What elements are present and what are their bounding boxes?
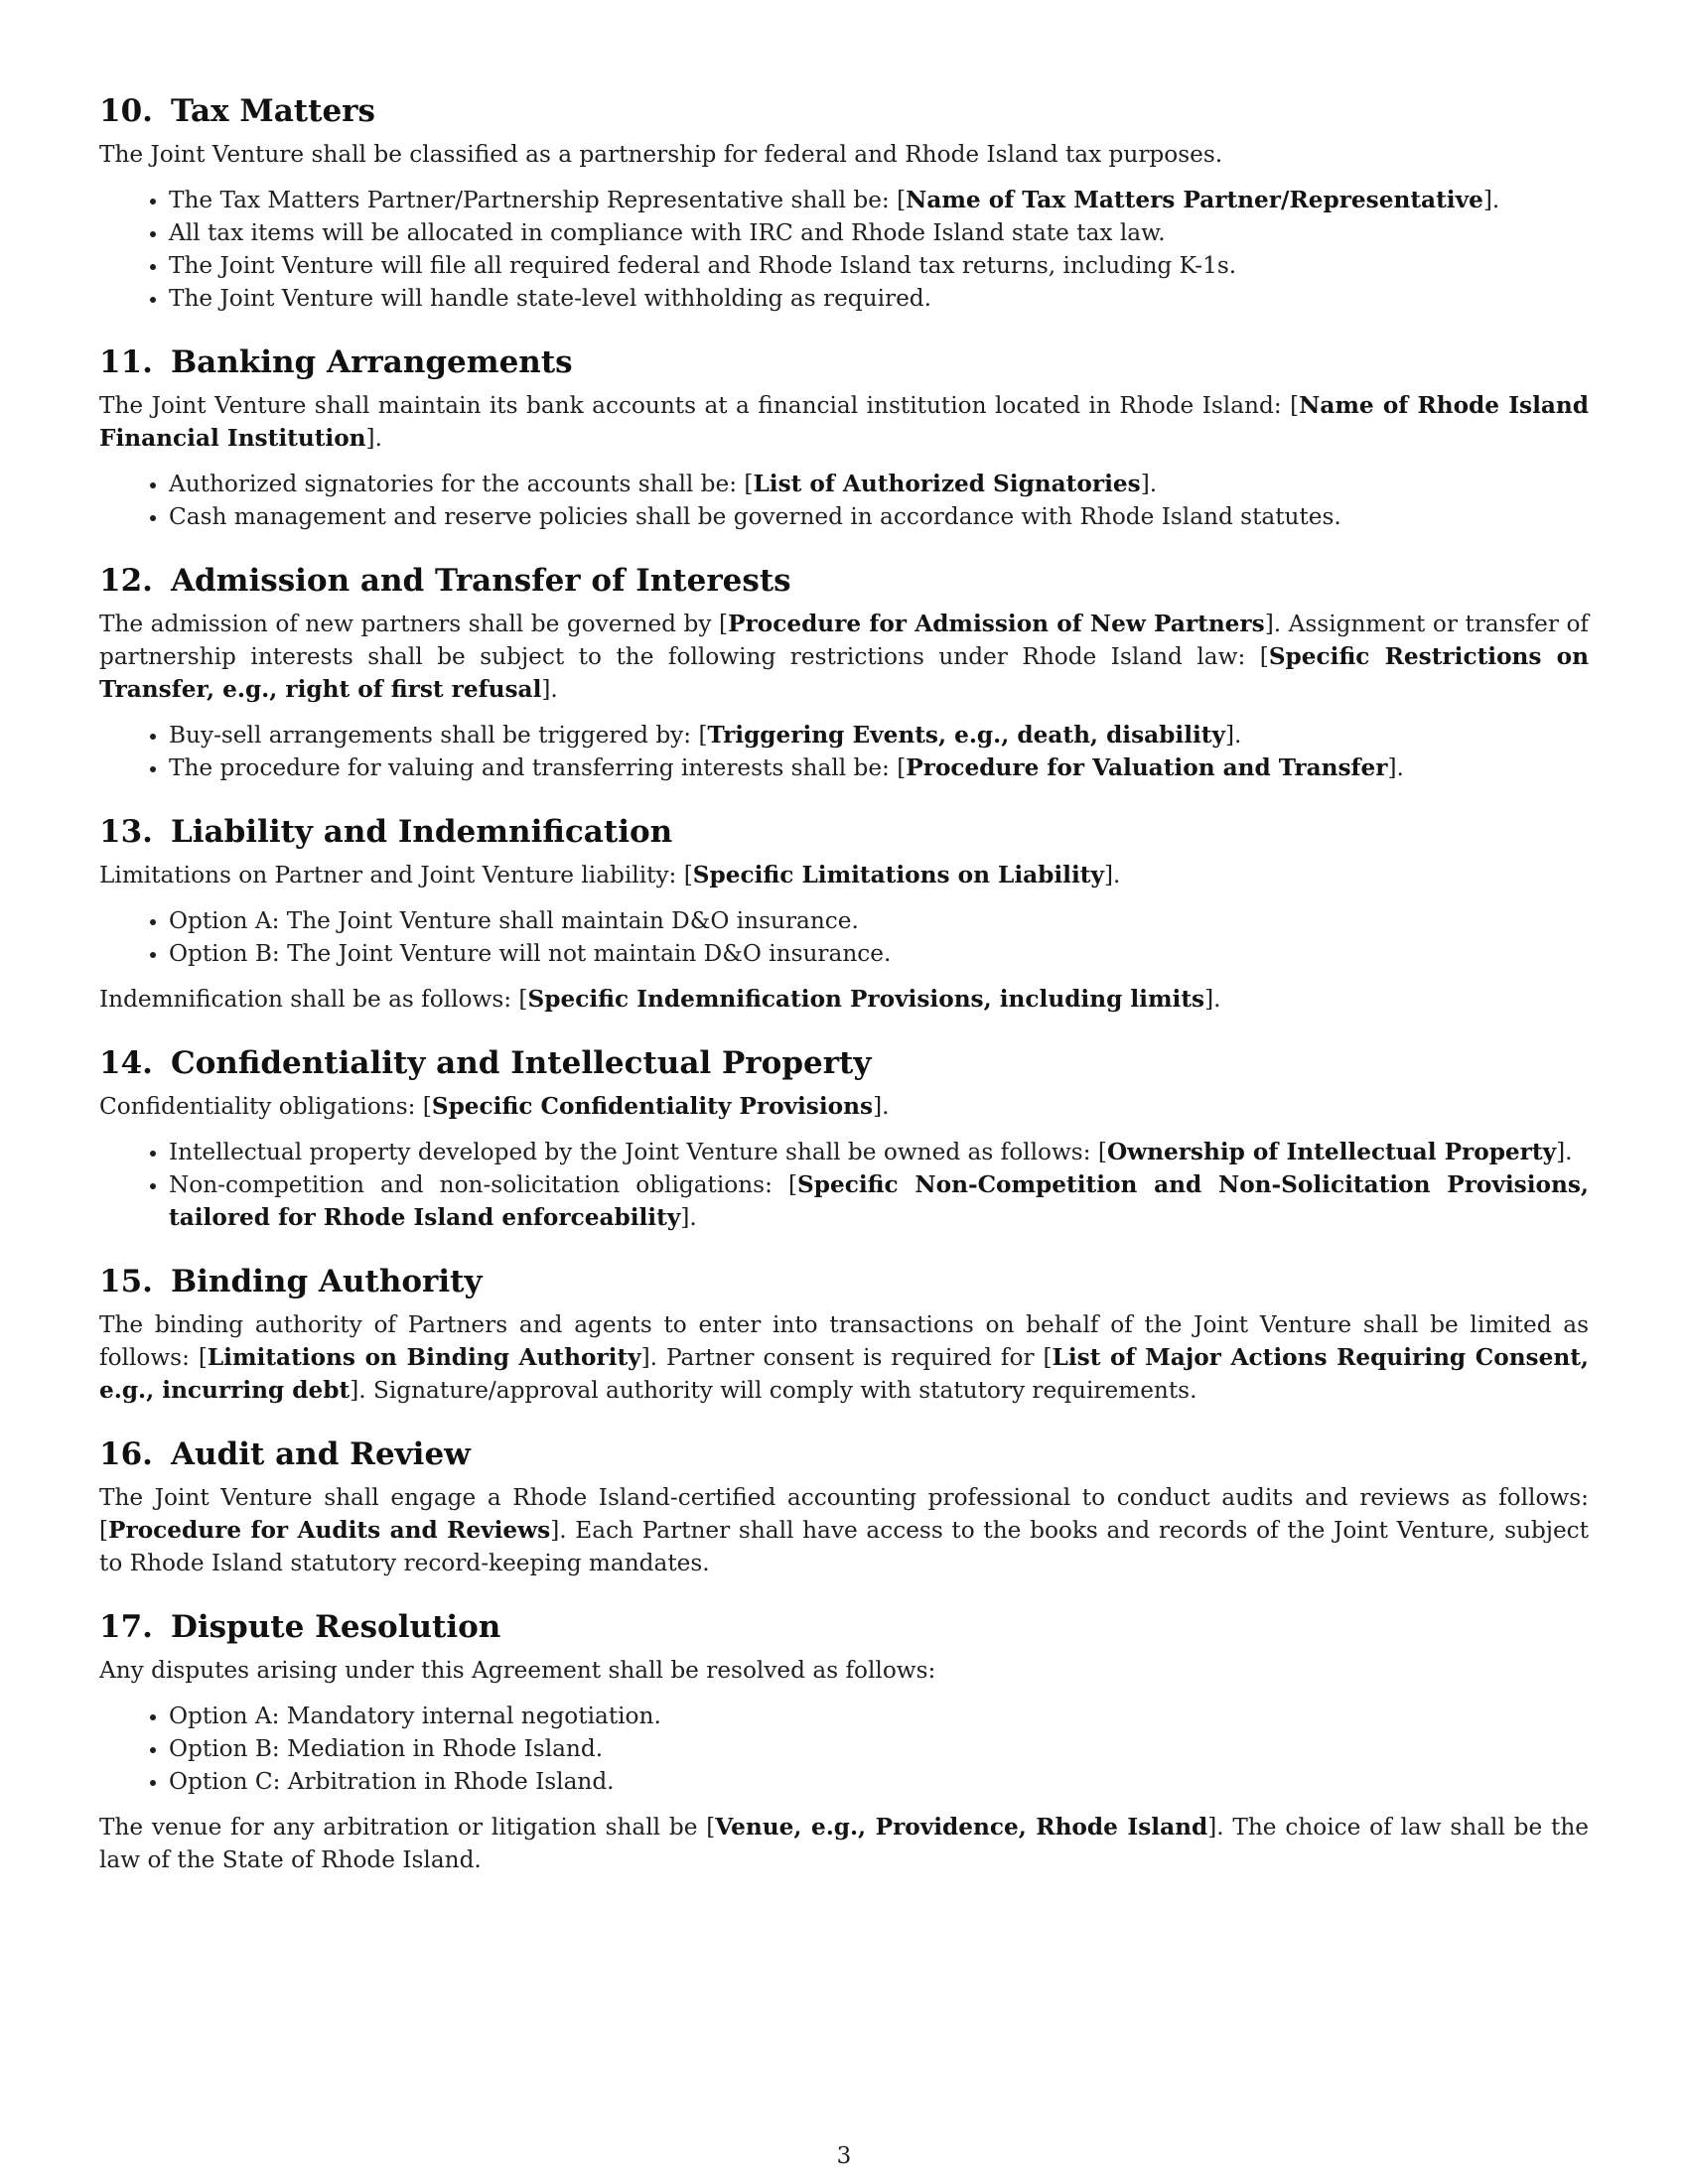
- text: ].: [1204, 986, 1221, 1013]
- list-item: • Option A: The Joint Venture shall maintain D&O insurance.: [169, 904, 1589, 937]
- section-admission-transfer: [99, 561, 1589, 784]
- placeholder-field: Limitations on Binding Authority: [207, 1344, 641, 1371]
- list-item: • The Joint Venture will file all required federal and Rhode Island tax returns, including K-1s.: [169, 249, 1589, 282]
- paragraph: [99, 608, 1589, 706]
- placeholder-field: Procedure for Audits and Reviews: [108, 1517, 551, 1544]
- text: ].: [1482, 187, 1500, 213]
- paragraph: [99, 1654, 1589, 1687]
- text: ]. The choice of law shall be the law of the State of Rhode Island.: [99, 1814, 1590, 1873]
- text: Buy-sell arrangements shall be triggered by: [: [169, 722, 708, 749]
- placeholder-field: Venue, e.g., Providence, Rhode Island: [715, 1814, 1208, 1841]
- text: ].: [1387, 754, 1404, 781]
- text: ].: [1104, 862, 1121, 888]
- list-item: • Option A: Mandatory internal negotiation.: [169, 1700, 1589, 1732]
- text: ].: [873, 1093, 890, 1120]
- placeholder-field: Ownership of Intellectual Property: [1106, 1139, 1557, 1165]
- bullet-list: [99, 1700, 1589, 1798]
- text: ].: [1140, 471, 1158, 497]
- list-item: • Option B: Mediation in Rhode Island.: [169, 1732, 1589, 1765]
- text: ].: [1225, 722, 1242, 749]
- section-number: 12.: [99, 563, 153, 599]
- placeholder-field: Specific Indemnification Provisions, including limits: [527, 986, 1205, 1013]
- section-title: Tax Matters: [170, 93, 375, 129]
- section-binding-authority: [99, 1262, 1589, 1407]
- section-title: Dispute Resolution: [170, 1609, 501, 1645]
- text: The Joint Venture shall be classified as a partnership for federal and Rhode Island tax purposes.: [99, 141, 1223, 168]
- section-heading: [99, 342, 1589, 382]
- paragraph: [99, 859, 1589, 891]
- page-number: 3: [836, 2143, 852, 2169]
- section-number: 16.: [99, 1436, 153, 1472]
- list-item: [169, 468, 1589, 500]
- placeholder-field: Specific Limitations on Liability: [692, 862, 1104, 888]
- text: ].: [680, 1204, 697, 1231]
- text: The procedure for valuing and transferring interests shall be: [: [169, 754, 907, 781]
- section-heading: [99, 1607, 1589, 1647]
- text: ]. Signature/approval authority will comply with statutory requirements.: [350, 1377, 1197, 1404]
- section-title: Liability and Indemnification: [170, 814, 673, 850]
- section-banking-arrangements: [99, 342, 1589, 533]
- text: The Tax Matters Partner/Partnership Representative shall be: [: [169, 187, 907, 213]
- list-item: [169, 1168, 1589, 1234]
- placeholder-field: Name of Tax Matters Partner/Representative: [906, 187, 1483, 213]
- placeholder-field: Triggering Events, e.g., death, disability: [707, 722, 1225, 749]
- text: Authorized signatories for the accounts shall be: [: [169, 471, 754, 497]
- list-item: • Cash management and reserve policies shall be governed in accordance with Rhode Island statutes.: [169, 500, 1589, 533]
- section-confidentiality-ip: [99, 1043, 1589, 1234]
- bullet-list: [99, 468, 1589, 533]
- list-item: • The Joint Venture will handle state-level withholding as required.: [169, 282, 1589, 315]
- bullet-list: [99, 184, 1589, 315]
- text: ]. Partner consent is required for [: [640, 1344, 1053, 1371]
- placeholder-field: Procedure for Admission of New Partners: [728, 611, 1265, 637]
- section-number: 11.: [99, 344, 153, 380]
- text: Indemnification shall be as follows: [: [99, 986, 528, 1013]
- paragraph: [99, 1090, 1589, 1123]
- section-title: Confidentiality and Intellectual Property: [170, 1045, 872, 1081]
- list-item: [169, 184, 1589, 216]
- list-item: [169, 1136, 1589, 1168]
- text: The venue for any arbitration or litigation shall be [: [99, 1814, 716, 1841]
- section-audit-review: [99, 1434, 1589, 1579]
- section-title: Binding Authority: [170, 1264, 483, 1299]
- placeholder-field: Procedure for Valuation and Transfer: [906, 754, 1388, 781]
- text: The Joint Venture shall engage a Rhode Island-certified accounting professional to conduct audits and reviews as follows: [: [99, 1484, 1589, 1544]
- section-heading: [99, 561, 1589, 601]
- list-item: • Option B: The Joint Venture will not maintain D&O insurance.: [169, 937, 1589, 970]
- text: The Joint Venture shall maintain its bank accounts at a financial institution located in Rhode Island: [: [99, 392, 1300, 419]
- text: Non-competition and non-solicitation obligations: [: [169, 1171, 798, 1198]
- text: ]. Each Partner shall have access to the books and records of the Joint Venture, subject to Rhode Island statutory record-keeping mandates.: [99, 1517, 1589, 1576]
- placeholder-field: Specific Confidentiality Provisions: [431, 1093, 874, 1120]
- text: ].: [365, 425, 382, 452]
- placeholder-field: Name of Rhode Island Financial Institution: [99, 392, 1590, 452]
- paragraph: [99, 138, 1589, 171]
- paragraph: [99, 1811, 1589, 1876]
- section-heading: [99, 1262, 1589, 1301]
- section-heading: [99, 1434, 1589, 1474]
- section-title: Audit and Review: [170, 1436, 471, 1472]
- section-heading: [99, 1043, 1589, 1083]
- section-number: 14.: [99, 1045, 153, 1081]
- list-item: • All tax items will be allocated in compliance with IRC and Rhode Island state tax law.: [169, 216, 1589, 249]
- paragraph: [99, 1481, 1589, 1579]
- text: Limitations on Partner and Joint Venture liability: [: [99, 862, 693, 888]
- placeholder-field: List of Major Actions Requiring Consent, e.g., incurring debt: [99, 1344, 1590, 1404]
- bullet-list: [99, 904, 1589, 970]
- list-item: [169, 751, 1589, 784]
- section-liability-indemnification: [99, 812, 1589, 1016]
- text: ]. Assignment or transfer of partnership interests shall be subject to the following restrictions under Rhode Island law: [: [99, 611, 1589, 670]
- text: Intellectual property developed by the Joint Venture shall be owned as follows: [: [169, 1139, 1107, 1165]
- document-page: [99, 91, 1589, 1904]
- text: ].: [1556, 1139, 1573, 1165]
- section-number: 10.: [99, 93, 153, 129]
- section-heading: [99, 91, 1589, 131]
- placeholder-field: Specific Restrictions on Transfer, e.g., right of first refusal: [99, 643, 1589, 703]
- section-title: Admission and Transfer of Interests: [170, 563, 791, 599]
- text: Any disputes arising under this Agreement shall be resolved as follows:: [99, 1657, 936, 1684]
- section-number: 15.: [99, 1264, 153, 1299]
- paragraph: [99, 983, 1589, 1016]
- text: ].: [541, 676, 558, 703]
- section-heading: [99, 812, 1589, 852]
- text: Confidentiality obligations: [: [99, 1093, 432, 1120]
- list-item: [169, 719, 1589, 751]
- paragraph: [99, 1308, 1589, 1407]
- text: The binding authority of Partners and agents to enter into transactions on behalf of the Joint Venture shall be limited as follows: [: [99, 1311, 1589, 1371]
- list-item: • Option C: Arbitration in Rhode Island.: [169, 1765, 1589, 1798]
- section-tax-matters: [99, 91, 1589, 315]
- placeholder-field: List of Authorized Signatories: [753, 471, 1141, 497]
- bullet-list: [99, 1136, 1589, 1234]
- section-number: 13.: [99, 814, 153, 850]
- paragraph: [99, 389, 1589, 455]
- bullet-list: [99, 719, 1589, 784]
- placeholder-field: Specific Non-Competition and Non-Solicitation Provisions, tailored for Rhode Island enforceability: [169, 1171, 1589, 1231]
- section-dispute-resolution: [99, 1607, 1589, 1876]
- text: The admission of new partners shall be governed by [: [99, 611, 729, 637]
- section-number: 17.: [99, 1609, 153, 1645]
- section-title: Banking Arrangements: [170, 344, 573, 380]
